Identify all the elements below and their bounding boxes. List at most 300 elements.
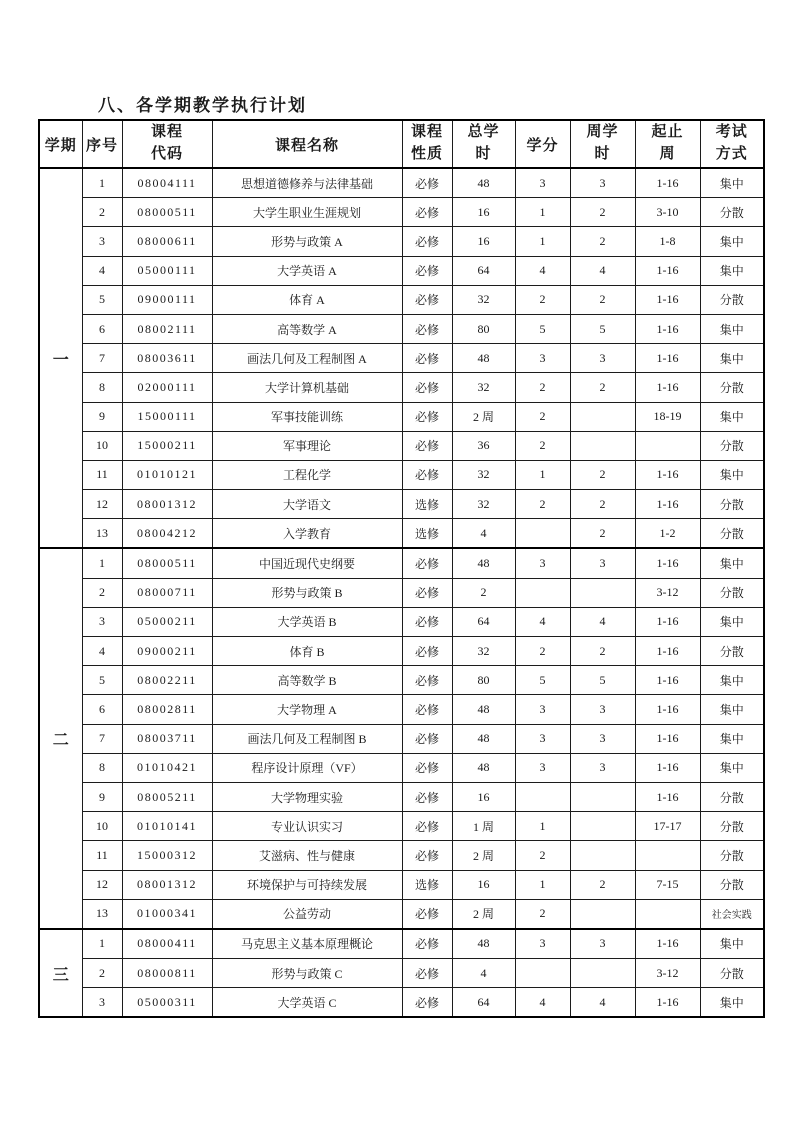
header-course-nature-line2: 性质: [410, 146, 443, 162]
cell-code: 08002211: [122, 666, 212, 695]
cell-nature: 必修: [402, 899, 452, 929]
cell-weeks: 1-16: [635, 314, 700, 343]
cell-code: 01010121: [122, 460, 212, 489]
cell-nature: 必修: [402, 782, 452, 811]
cell-index: 4: [82, 256, 122, 285]
cell-nature: 必修: [402, 753, 452, 782]
cell-index: 1: [82, 929, 122, 959]
cell-index: 3: [82, 227, 122, 256]
cell-weeks: 1-16: [635, 256, 700, 285]
header-course-code-line2: 代码: [150, 146, 183, 162]
cell-weeks: 1-16: [635, 460, 700, 489]
cell-weeks: 18-19: [635, 402, 700, 431]
cell-name: 工程化学: [212, 460, 402, 489]
cell-nature: 必修: [402, 314, 452, 343]
cell-index: 7: [82, 344, 122, 373]
cell-exam: 集中: [700, 988, 764, 1018]
header-weeks: [635, 120, 700, 168]
cell-nature: 选修: [402, 519, 452, 549]
cell-weekly-hours: 3: [570, 724, 635, 753]
course-row: [39, 373, 764, 402]
cell-credit: 3: [515, 753, 570, 782]
cell-index: 6: [82, 314, 122, 343]
cell-exam: 集中: [700, 314, 764, 343]
cell-weeks: 1-16: [635, 548, 700, 578]
cell-credit: 4: [515, 988, 570, 1018]
header-weekly-hours-line1: 周学: [586, 124, 619, 141]
cell-index: 1: [82, 168, 122, 198]
cell-code: 08005211: [122, 782, 212, 811]
cell-nature: 必修: [402, 959, 452, 988]
cell-weekly-hours: 2: [570, 637, 635, 666]
cell-total-hours: 32: [452, 490, 515, 519]
cell-weeks: 1-16: [635, 168, 700, 198]
cell-nature: 必修: [402, 724, 452, 753]
header-course-nature-line1: 课程: [410, 124, 443, 141]
cell-code: 08004111: [122, 168, 212, 198]
cell-nature: 必修: [402, 344, 452, 373]
cell-total-hours: 2: [452, 578, 515, 607]
cell-weekly-hours: 3: [570, 344, 635, 373]
cell-code: 01000341: [122, 899, 212, 929]
cell-code: 08002111: [122, 314, 212, 343]
cell-weeks: 1-16: [635, 344, 700, 373]
cell-weekly-hours: 4: [570, 256, 635, 285]
cell-name: 大学生职业生涯规划: [212, 198, 402, 227]
cell-total-hours: 32: [452, 285, 515, 314]
cell-nature: 必修: [402, 988, 452, 1018]
cell-name: 艾滋病、性与健康: [212, 841, 402, 870]
cell-nature: 必修: [402, 637, 452, 666]
cell-weekly-hours: 2: [570, 519, 635, 549]
cell-credit: 3: [515, 548, 570, 578]
course-row: [39, 402, 764, 431]
cell-total-hours: 2 周: [452, 899, 515, 929]
cell-credit: 2: [515, 841, 570, 870]
cell-weeks: 1-16: [635, 724, 700, 753]
cell-index: 12: [82, 490, 122, 519]
cell-exam: 集中: [700, 402, 764, 431]
cell-weeks: 1-16: [635, 637, 700, 666]
cell-total-hours: 48: [452, 695, 515, 724]
cell-weekly-hours: 3: [570, 929, 635, 959]
cell-credit: [515, 578, 570, 607]
cell-name: 大学英语 B: [212, 607, 402, 636]
header-total-hours-line2: 时: [475, 146, 492, 162]
cell-credit: 1: [515, 870, 570, 899]
cell-weekly-hours: 2: [570, 227, 635, 256]
cell-code: 08003711: [122, 724, 212, 753]
semester-label: 三: [39, 929, 82, 1018]
cell-exam: 集中: [700, 753, 764, 782]
header-course-name: 课程名称: [212, 120, 402, 168]
cell-weeks: 1-16: [635, 607, 700, 636]
cell-total-hours: 32: [452, 637, 515, 666]
cell-total-hours: 16: [452, 870, 515, 899]
cell-total-hours: 4: [452, 959, 515, 988]
cell-credit: 1: [515, 198, 570, 227]
cell-weeks: 1-16: [635, 285, 700, 314]
cell-credit: 5: [515, 314, 570, 343]
cell-weeks: 3-10: [635, 198, 700, 227]
cell-index: 8: [82, 753, 122, 782]
cell-total-hours: 36: [452, 431, 515, 460]
cell-weeks: 1-16: [635, 666, 700, 695]
semester-label: 一: [39, 168, 82, 548]
cell-total-hours: 48: [452, 548, 515, 578]
cell-total-hours: 80: [452, 666, 515, 695]
cell-total-hours: 16: [452, 227, 515, 256]
cell-exam: 分散: [700, 782, 764, 811]
cell-name: 高等数学 A: [212, 314, 402, 343]
cell-index: 2: [82, 578, 122, 607]
cell-weekly-hours: 3: [570, 168, 635, 198]
cell-code: 08000611: [122, 227, 212, 256]
cell-exam: 分散: [700, 812, 764, 841]
cell-total-hours: 48: [452, 344, 515, 373]
header-weekly-hours: [570, 120, 635, 168]
cell-code: 08000511: [122, 198, 212, 227]
cell-name: 体育 B: [212, 637, 402, 666]
cell-nature: 选修: [402, 870, 452, 899]
cell-credit: 2: [515, 285, 570, 314]
table-body: [39, 168, 764, 1017]
cell-weeks: 3-12: [635, 578, 700, 607]
cell-code: 08000811: [122, 959, 212, 988]
cell-index: 10: [82, 812, 122, 841]
cell-name: 军事技能训练: [212, 402, 402, 431]
cell-code: 05000211: [122, 607, 212, 636]
cell-nature: 必修: [402, 402, 452, 431]
header-semester: 学期: [39, 120, 82, 168]
cell-total-hours: 64: [452, 256, 515, 285]
cell-code: 08000411: [122, 929, 212, 959]
cell-name: 形势与政策 B: [212, 578, 402, 607]
cell-name: 专业认识实习: [212, 812, 402, 841]
header-exam: [700, 120, 764, 168]
cell-credit: 2: [515, 402, 570, 431]
cell-exam: 集中: [700, 666, 764, 695]
cell-credit: 2: [515, 899, 570, 929]
cell-exam: 集中: [700, 607, 764, 636]
course-row: [39, 548, 764, 578]
cell-code: 08004212: [122, 519, 212, 549]
cell-weeks: 7-15: [635, 870, 700, 899]
cell-total-hours: 4: [452, 519, 515, 549]
cell-name: 环境保护与可持续发展: [212, 870, 402, 899]
cell-index: 7: [82, 724, 122, 753]
cell-total-hours: 48: [452, 724, 515, 753]
cell-total-hours: 16: [452, 782, 515, 811]
cell-weekly-hours: [570, 899, 635, 929]
cell-exam: 集中: [700, 460, 764, 489]
cell-code: 02000111: [122, 373, 212, 402]
cell-code: 08000711: [122, 578, 212, 607]
cell-code: 09000211: [122, 637, 212, 666]
cell-code: 01010421: [122, 753, 212, 782]
cell-exam: 分散: [700, 490, 764, 519]
cell-name: 军事理论: [212, 431, 402, 460]
cell-nature: 必修: [402, 168, 452, 198]
cell-exam: 分散: [700, 198, 764, 227]
cell-total-hours: 32: [452, 373, 515, 402]
cell-credit: 3: [515, 929, 570, 959]
cell-name: 中国近现代史纲要: [212, 548, 402, 578]
cell-weeks: 1-16: [635, 490, 700, 519]
course-row: [39, 198, 764, 227]
header-index: 序号: [82, 120, 122, 168]
course-row: [39, 578, 764, 607]
cell-weeks: 1-2: [635, 519, 700, 549]
cell-nature: 必修: [402, 256, 452, 285]
cell-weeks: 1-16: [635, 988, 700, 1018]
cell-credit: 4: [515, 607, 570, 636]
cell-code: 15000111: [122, 402, 212, 431]
cell-index: 4: [82, 637, 122, 666]
cell-credit: [515, 782, 570, 811]
cell-credit: 5: [515, 666, 570, 695]
cell-weekly-hours: [570, 431, 635, 460]
cell-name: 大学计算机基础: [212, 373, 402, 402]
cell-credit: 4: [515, 256, 570, 285]
cell-exam: 分散: [700, 959, 764, 988]
cell-name: 大学英语 C: [212, 988, 402, 1018]
cell-weekly-hours: [570, 812, 635, 841]
table-header: [39, 120, 764, 168]
cell-index: 13: [82, 519, 122, 549]
cell-index: 5: [82, 285, 122, 314]
cell-weekly-hours: [570, 782, 635, 811]
cell-code: 08001312: [122, 490, 212, 519]
cell-index: 9: [82, 782, 122, 811]
cell-name: 思想道德修养与法律基础: [212, 168, 402, 198]
cell-weekly-hours: 4: [570, 607, 635, 636]
cell-weekly-hours: 3: [570, 753, 635, 782]
cell-code: 08003611: [122, 344, 212, 373]
cell-weekly-hours: 5: [570, 314, 635, 343]
cell-exam: 分散: [700, 637, 764, 666]
cell-name: 程序设计原理（VF）: [212, 753, 402, 782]
course-row: [39, 607, 764, 636]
cell-index: 8: [82, 373, 122, 402]
cell-exam: 分散: [700, 431, 764, 460]
course-row: [39, 782, 764, 811]
cell-credit: 2: [515, 431, 570, 460]
cell-weeks: [635, 431, 700, 460]
cell-nature: 必修: [402, 373, 452, 402]
cell-credit: 3: [515, 695, 570, 724]
header-credit: 学分: [515, 120, 570, 168]
cell-name: 大学物理实验: [212, 782, 402, 811]
cell-total-hours: 64: [452, 988, 515, 1018]
course-row: [39, 666, 764, 695]
cell-credit: 3: [515, 724, 570, 753]
cell-nature: 必修: [402, 285, 452, 314]
cell-credit: [515, 519, 570, 549]
cell-nature: 必修: [402, 227, 452, 256]
cell-exam: 集中: [700, 929, 764, 959]
course-row: [39, 812, 764, 841]
cell-credit: 3: [515, 344, 570, 373]
course-row: [39, 988, 764, 1018]
cell-weekly-hours: [570, 578, 635, 607]
cell-weekly-hours: 2: [570, 198, 635, 227]
course-row: [39, 899, 764, 929]
header-weeks-line2: 周: [659, 146, 676, 162]
cell-nature: 必修: [402, 431, 452, 460]
cell-nature: 必修: [402, 607, 452, 636]
cell-credit: [515, 959, 570, 988]
header-total-hours-line1: 总学: [467, 124, 500, 141]
cell-code: 15000211: [122, 431, 212, 460]
cell-exam: 分散: [700, 285, 764, 314]
cell-weekly-hours: 3: [570, 695, 635, 724]
cell-total-hours: 48: [452, 929, 515, 959]
course-row: [39, 841, 764, 870]
cell-weeks: 1-8: [635, 227, 700, 256]
course-row: [39, 695, 764, 724]
cell-index: 3: [82, 607, 122, 636]
cell-total-hours: 48: [452, 753, 515, 782]
cell-name: 画法几何及工程制图 B: [212, 724, 402, 753]
header-total-hours: [452, 120, 515, 168]
cell-nature: 必修: [402, 695, 452, 724]
cell-index: 1: [82, 548, 122, 578]
cell-index: 11: [82, 841, 122, 870]
cell-index: 2: [82, 198, 122, 227]
cell-exam: 分散: [700, 578, 764, 607]
cell-total-hours: 32: [452, 460, 515, 489]
course-row: [39, 959, 764, 988]
cell-total-hours: 48: [452, 168, 515, 198]
course-row: [39, 314, 764, 343]
cell-name: 入学教育: [212, 519, 402, 549]
cell-credit: 2: [515, 373, 570, 402]
cell-code: 08000511: [122, 548, 212, 578]
header-weekly-hours-line2: 时: [594, 146, 611, 162]
cell-nature: 必修: [402, 460, 452, 489]
cell-index: 10: [82, 431, 122, 460]
cell-nature: 选修: [402, 490, 452, 519]
cell-exam: 分散: [700, 841, 764, 870]
cell-index: 11: [82, 460, 122, 489]
cell-weekly-hours: 2: [570, 460, 635, 489]
cell-name: 大学语文: [212, 490, 402, 519]
cell-code: 15000312: [122, 841, 212, 870]
cell-name: 画法几何及工程制图 A: [212, 344, 402, 373]
semester-label: 二: [39, 548, 82, 928]
cell-exam: 集中: [700, 344, 764, 373]
cell-weekly-hours: [570, 959, 635, 988]
course-row: [39, 168, 764, 198]
header-course-code: [122, 120, 212, 168]
cell-total-hours: 80: [452, 314, 515, 343]
cell-credit: 2: [515, 637, 570, 666]
cell-index: 9: [82, 402, 122, 431]
teaching-plan-table: [38, 119, 765, 1018]
cell-nature: 必修: [402, 812, 452, 841]
course-row: [39, 753, 764, 782]
cell-weekly-hours: 3: [570, 548, 635, 578]
cell-weekly-hours: 2: [570, 870, 635, 899]
header-row: [39, 120, 764, 168]
cell-exam: 集中: [700, 256, 764, 285]
cell-total-hours: 2 周: [452, 841, 515, 870]
cell-code: 05000311: [122, 988, 212, 1018]
cell-weeks: 17-17: [635, 812, 700, 841]
cell-name: 体育 A: [212, 285, 402, 314]
cell-index: 5: [82, 666, 122, 695]
course-row: [39, 490, 764, 519]
cell-code: 08002811: [122, 695, 212, 724]
cell-weekly-hours: [570, 841, 635, 870]
course-row: [39, 285, 764, 314]
cell-name: 高等数学 B: [212, 666, 402, 695]
cell-weeks: 1-16: [635, 695, 700, 724]
cell-name: 形势与政策 A: [212, 227, 402, 256]
cell-code: 01010141: [122, 812, 212, 841]
cell-weekly-hours: 2: [570, 490, 635, 519]
cell-weekly-hours: [570, 402, 635, 431]
cell-name: 公益劳动: [212, 899, 402, 929]
cell-name: 大学物理 A: [212, 695, 402, 724]
course-row: [39, 519, 764, 549]
cell-exam: 分散: [700, 373, 764, 402]
cell-total-hours: 16: [452, 198, 515, 227]
cell-exam: 集中: [700, 695, 764, 724]
cell-weekly-hours: 5: [570, 666, 635, 695]
cell-index: 12: [82, 870, 122, 899]
course-row: [39, 637, 764, 666]
cell-code: 05000111: [122, 256, 212, 285]
cell-index: 6: [82, 695, 122, 724]
cell-nature: 必修: [402, 578, 452, 607]
header-exam-line2: 方式: [715, 146, 748, 162]
cell-nature: 必修: [402, 548, 452, 578]
header-weeks-line1: 起止: [651, 124, 684, 141]
header-course-code-line1: 课程: [150, 124, 183, 141]
header-course-nature: [402, 120, 452, 168]
course-row: [39, 460, 764, 489]
cell-credit: 1: [515, 460, 570, 489]
cell-nature: 必修: [402, 666, 452, 695]
cell-total-hours: 2 周: [452, 402, 515, 431]
cell-weeks: 1-16: [635, 373, 700, 402]
cell-nature: 必修: [402, 841, 452, 870]
cell-name: 大学英语 A: [212, 256, 402, 285]
cell-credit: 1: [515, 227, 570, 256]
cell-name: 马克思主义基本原理概论: [212, 929, 402, 959]
cell-exam: 集中: [700, 724, 764, 753]
page-title: 八、各学期教学执行计划: [98, 96, 307, 115]
course-row: [39, 256, 764, 285]
cell-code: 08001312: [122, 870, 212, 899]
cell-weeks: [635, 899, 700, 929]
cell-total-hours: 64: [452, 607, 515, 636]
cell-total-hours: 1 周: [452, 812, 515, 841]
course-row: [39, 431, 764, 460]
cell-nature: 必修: [402, 929, 452, 959]
cell-exam: 社会实践: [700, 899, 764, 929]
cell-exam: 分散: [700, 519, 764, 549]
cell-exam: 集中: [700, 168, 764, 198]
cell-weeks: 1-16: [635, 782, 700, 811]
cell-weekly-hours: 2: [570, 285, 635, 314]
cell-weeks: 1-16: [635, 753, 700, 782]
cell-weekly-hours: 4: [570, 988, 635, 1018]
cell-weeks: 3-12: [635, 959, 700, 988]
cell-index: 3: [82, 988, 122, 1018]
